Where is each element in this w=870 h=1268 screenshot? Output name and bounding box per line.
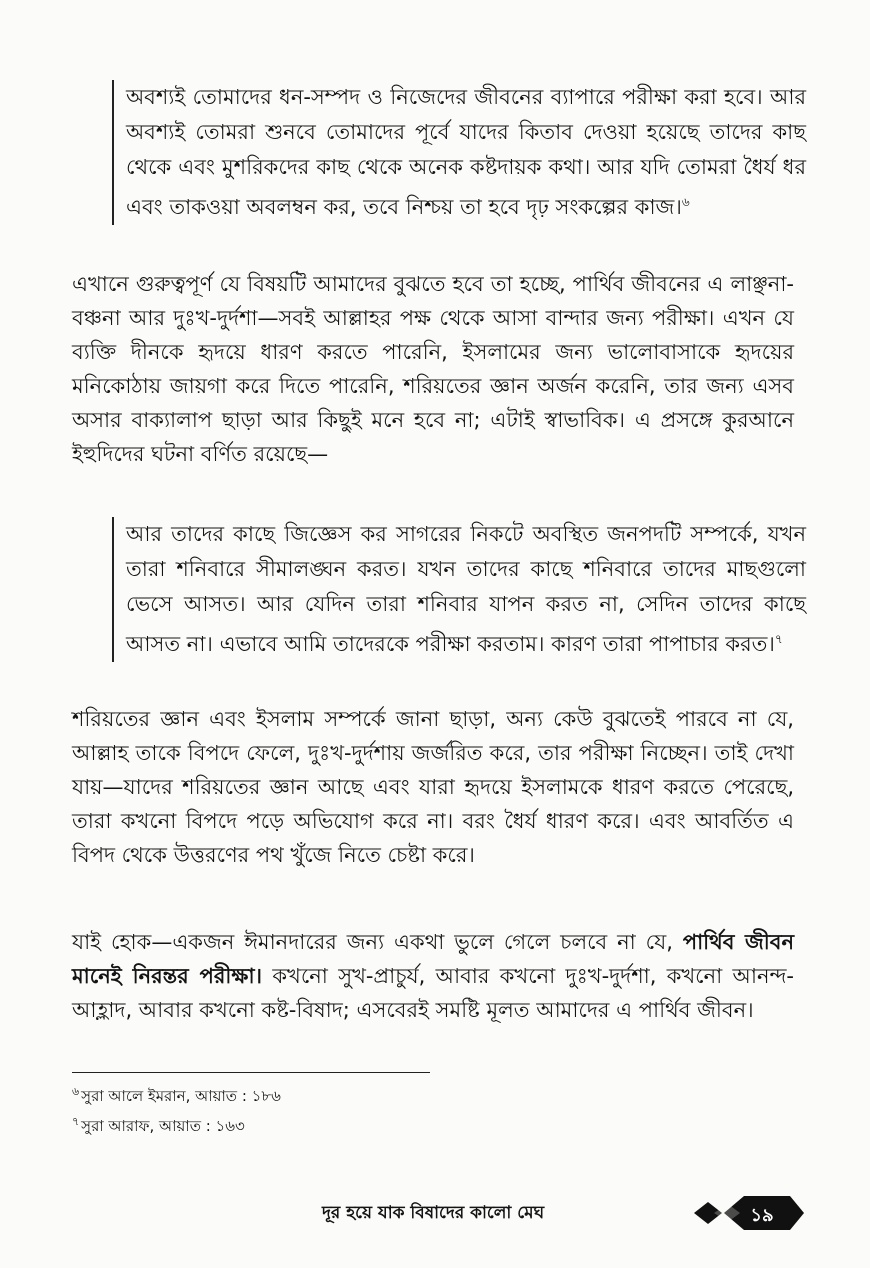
footnote-text: সুরা আরাফ, আয়াত : ১৬৩ — [81, 1117, 245, 1135]
footnote-divider — [72, 1072, 430, 1073]
footnote-mark: ৬ — [72, 1085, 80, 1098]
footnote-mark: ৭ — [72, 1115, 80, 1128]
quran-quote-block — [112, 517, 806, 662]
quote-text: আর তাদের কাছে জিজ্ঞেস কর সাগরের নিকটে অবস্থিত জনপদটি সম্পর্কে, যখন তারা শনিবারে সীমালঙ্ঘন করত। যখন তাদের কাছে শনিবারে তাদের মাছগুলো ভেসে আসত। আর যেদিন তারা শনিবার যাপন করত না, সেদিন তাদের কাছে আসত না। এভাবে আমি তাদেরকে পরীক্ষা করতাম। কারণ তারা পাপাচার করত। — [126, 522, 806, 656]
footnote-text: সুরা আলে ইমরান, আয়াত : ১৮৬ — [81, 1087, 281, 1105]
body-paragraph — [72, 925, 794, 1027]
paragraph-text: যাই হোক—একজন ঈমানদারের জন্য একথা ভুলে গেলে চলবে না যে, — [72, 930, 683, 954]
body-paragraph: এখানে গুরুত্বপূর্ণ যে বিষয়টি আমাদের বুঝতে হবে তা হচ্ছে, পার্থিব জীবনের এ লাঞ্ছনা-বঞ্চনা আর দুঃখ-দুর্দশা—সবই আল্লাহর পক্ষ থেকে আসা বান্দার জন্য পরীক্ষা। এখন যে ব্যক্তি দীনকে হৃদয়ে ধারণ করতে পারেনি, ইসলামের জন্য ভালোবাসাকে হৃদয়ের মনিকোঠায় জায়গা করে দিতে পারেনি, শরিয়তের জ্ঞান অর্জন করেনি, তার জন্য এসব অসার বাক্যালাপ ছাড়া আর কিছুই মনে হবে না; এটাই স্বাভাবিক। এ প্রসঙ্গে কুরআনে ইহুদিদের ঘটনা বর্ণিত রয়েছে— — [72, 272, 794, 466]
footnote-ref: ৬ — [681, 195, 690, 209]
page-number: ১৯ — [750, 1205, 774, 1226]
footnote — [72, 1082, 281, 1106]
footnote-ref: ৭ — [774, 632, 783, 646]
paragraph-text: কখনো সুখ-প্রাচুর্য, আবার কখনো দুঃখ-দুর্দশা, কখনো আনন্দ-আহ্লাদ, আবার কখনো কষ্ট-বিষাদ; এসবেরই সমষ্টি মূলত আমাদের এ পার্থিব জীবন। — [72, 964, 794, 1022]
body-paragraph: শরিয়তের জ্ঞান এবং ইসলাম সম্পর্কে জানা ছাড়া, অন্য কেউ বুঝতেই পারবে না যে, আল্লাহ তাকে বিপদে ফেলে, দুঃখ-দুর্দশায় জর্জরিত করে, তার পরীক্ষা নিচ্ছেন। তাই দেখা যায়—যাদের শরিয়তের জ্ঞান আছে এবং যারা হৃদয়ে ইসলামকে ধারণ করতে পেরেছে, তারা কখনো বিপদে পড়ে অভিযোগ করে না। বরং ধৈর্য ধারণ করে। এবং আবর্তিত এ বিপদ থেকে উত্তরণের পথ খুঁজে নিতে চেষ্টা করে। — [72, 707, 794, 867]
footnote — [72, 1112, 245, 1136]
page-number-badge — [694, 1190, 804, 1236]
emphasis-text: পার্থিব জীবন মানেই নিরন্তর পরীক্ষা। — [72, 930, 794, 988]
quran-quote-block — [112, 80, 806, 225]
running-footer-title: দূর হয়ে যাক বিষাদের কালো মেঘ — [322, 1203, 545, 1223]
quote-text: অবশ্যই তোমাদের ধন-সম্পদ ও নিজেদের জীবনের ব্যাপারে পরীক্ষা করা হবে। আর অবশ্যই তোমরা শুনবে তোমাদের পূর্বে যাদের কিতাব দেওয়া হয়েছে তাদের কাছ থেকে এবং মুশরিকদের কাছ থেকে অনেক কষ্টদায়ক কথা। আর যদি তোমরা ধৈর্য ধর এবং তাকওয়া অবলম্বন কর, তবে নিশ্চয় তা হবে দৃঢ় সংকল্পের কাজ। — [126, 85, 806, 219]
